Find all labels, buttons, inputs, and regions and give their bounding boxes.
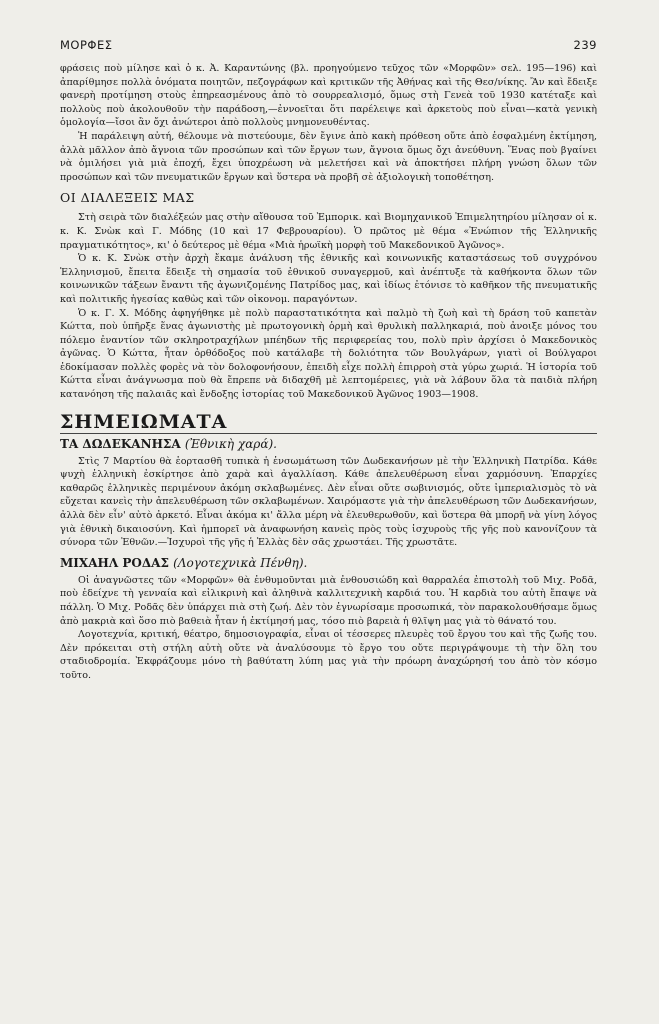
- rodas-paragraph: Λογοτεχνία, κριτική, θέατρο, δημοσιογραφία, εἶναι οἱ τέσσερες πλευρὲς τοῦ ἔργου του καὶ τῆς ζωῆς του. Δὲν πρόκειται στὴ στήλη αὐτὴ οὔτε νὰ ἀναλύσουμε τὸ ἔργο του οὔτε περιγράψουμε τὴ τὴν ὅλη του σταδιοδρομία. Ἐκφράζουμε μόνο τὴ βαθύτατη λύπη μας γιὰ τὴν πρόωρη ἀναχώρησή του ἀπὸ τὸν κόσμο τοῦτο.: [60, 629, 597, 681]
- rodas-paragraph: Οἱ ἀναγνῶστες τῶν «Μορφῶν» θὰ ἐνθυμοῦνται μιὰ ἐνθουσιώδη καὶ θαρραλέα ἐπιστολὴ τοῦ Μιχ. Ροδᾶ, ποὺ ἐδείχνε τὴ γενναία καὶ εἰλικρινὴ καὶ ἀληθινὰ καλλιτεχνικὴ καρδιά του. Ἡ καρδιὰ του αὐτὴ ἔπαψε νὰ πάλλη. Ὁ Μιχ. Ροδᾶς δὲν ὑπάρχει πιὰ στὴ ζωή. Δὲν τὸν ἐγνωρίσαμε προσωπικά, τὸν παρακολουθήσαμε ὅμως ἀπὸ μακριὰ καὶ ὅσο πιὸ βαθειὰ ἦταν ἡ ἐκτίμησή μας, τόσο πιὸ βαρειὰ ἡ θλῖψη μας γιὰ τὸ θάνατό του.: [60, 574, 597, 627]
- notes-heading: ΣΗΜΕΙΩΜΑΤΑ: [60, 410, 228, 433]
- dodecanese-title: ΤΑ ΔΩΔΕΚΑΝΗΣΑ: [60, 436, 181, 451]
- lectures-paragraph: Ὁ κ. Κ. Σνὼκ στὴν ἀρχὴ ἔκαμε ἀνάλυση τῆς ἐθνικῆς καὶ κοινωνικῆς καταστάσεως τοῦ συγχρόνου Ἑλληνισμοῦ, ἔπειτα ἔδειξε τὴ σημασία τοῦ ἐθνικοῦ συναγερμοῦ, καὶ ἀνέπτυξε τὰ καθήκοντα ὅλων τῶν κοινωνικῶν τάξεων ἔναντι τῆς ἀγωνιζομένης Πατρίδος μας, καὶ ἰδίως ἐτόνισε τὸ καθῆκον τῆς πνευματικῆς καὶ πολιτικῆς ἡγεσίας καθὼς καὶ τῶν οἰκονομ. παραγόντων.: [60, 253, 597, 305]
- dodecanese-paragraph: Στὶς 7 Μαρτίου θὰ ἑορτασθῆ τυπικὰ ἡ ἐνσωμάτωση τῶν Δωδεκανήσων μὲ τὴν Ἑλληνικὴ Πατρίδα. Κάθε ψυχὴ ἑλληνικὴ ἐσκίρτησε ἀπὸ χαρὰ καὶ ἀγαλλίαση. Κάθε ἀπελευθέρωση εἶναι χαρμόσυνη. Ἐπαρχίες καθαρῶς ἑλληνικὲς περιμένουν ἀκόμη σκλαβωμένες. Δὲν εἶναι οὔτε σωβινισμός, οὔτε ἰμπεριαλισμὸς τὸ νὰ εὔχεται κανεὶς τὴν ἀπελευθέρωση τῶν σκλαβωμένων. Χαιρόμαστε γιὰ τὴν ἀπελευθέρωση τῶν Δωδεκανήσων, ἀλλὰ δὲν εἶν' αὐτὸ ἀρκετό. Εἶναι ἀκόμα κι' ἄλλα μέρη νὰ ἐλευθερωθοῦν, καὶ ὕστερα θὰ μπορῆ νὰ γίνη λόγος γιὰ ἐθνικὴ δικαιοσύνη. Καὶ ἠμπορεῖ νὰ ἀναφωνήση κανεὶς πρὸς τοὺς ἰσχυροὺς τῆς γῆς ποὺ κανονίζουν τὰ σύνορα τῶν Ἐθνῶν.—Ἰσχυροὶ τῆς γῆς ἡ Ἑλλὰς δὲν σᾶς χρωστάει. Τῆς χρωστᾶτε.: [60, 455, 597, 549]
- journal-title: ΜΟΡΦΕΣ: [60, 38, 113, 52]
- lectures-paragraph: Στὴ σειρὰ τῶν διαλέξεών μας στὴν αἴθουσα τοῦ Ἐμπορικ. καὶ Βιομηχανικοῦ Ἐπιμελητηρίου μίλησαν οἱ κ. κ. Κ. Σνὼκ καὶ Γ. Μόδης (10 καὶ 17 Φεβρουαρίου). Ὁ πρῶτος μὲ θέμα «Ἐνώπιον τῆς Ἑλληνικῆς πραγματικότητος», κι' ὁ δεύτερος μὲ θέμα «Μιὰ ἡρωϊκὴ μορφὴ τοῦ Μακεδονικοῦ Ἀγῶνος».: [60, 212, 597, 251]
- lectures-heading: ΟΙ ΔΙΑΛΕΞΕΙΣ ΜΑΣ: [60, 190, 195, 206]
- intro-paragraph: Ἡ παράλειψη αὐτή, θέλουμε νὰ πιστεύουμε, δὲν ἔγινε ἀπὸ κακὴ πρόθεση οὔτε ἀπὸ ἐσφαλμένη ἐκτίμηση, ἀλλὰ μᾶλλον ἀπὸ ἄγνοια τῶν προσώπων καὶ τῶν ἔργων των, ἄγνοια ὅμως ὄχι ἀνεύθυνη. Ἕνας ποὺ βγαίνει νὰ ὁμιλήσει γιὰ μιὰ ἐποχή, ἔχει ὑποχρέωση νὰ μελετήσει καὶ νὰ ἀποκτήσει πλήρη γνώση ὅλων τῶν προσώπων καὶ τῶν πνευματικῶν ἔργων καὶ ὕστερα νὰ προβῆ σὲ ἀξιολογικὴ τοποθέτηση.: [60, 130, 597, 183]
- page-number: 239: [573, 38, 597, 52]
- lectures-paragraph: Ὁ κ. Γ. Χ. Μόδης ἀφηγήθηκε μὲ πολὺ παραστατικότητα καὶ παλμὸ τὴ ζωὴ καὶ τὴ δράση τοῦ καπετὰν Κώττα, ποὺ ὑπῆρξε ἕνας ἀγωνιστὴς μὲ πρωτογονικὴ ὁρμὴ καὶ θρυλικὴ παλληκαριά, ποὺ ἀνοιξε μόνος του πόλεμο ἐναντίον τῶν σκληροτραχήλων μπέηδων τῆς περιφερείας του, πολὺ πρὶν ἀρχίσει ὁ Μακεδονικὸς ἀγῶνας. Ὁ Κώττα, ἦταν ὀρθόδοξος ποὺ κατάλαβε τὴ δολιότητα τῶν Βουλγάρων, γιατὶ οἱ Βούλγαροι ἐδοκίμασαν πολλὲς φορὲς νὰ τὸν δολοφονήσουν, ἐπειδὴ εἶχε πολλὴ ἐπιρροὴ στὰ γύρω χωριά. Ἡ ἱστορία τοῦ Κώττα εἶναι ἀνάγνωσμα ποὺ θὰ ἔπρεπε νὰ διδαχθῆ μὲ λεπτομέρειες, γιὰ νὰ λάβουν ὅλα τὰ παιδιὰ πλήρη κατανόηση τῆς παλαιᾶς καὶ ἔνδοξης ἱστορίας τοῦ Μακεδονικοῦ Ἀγῶνος 1903—1908.: [60, 307, 597, 401]
- dodecanese-title-note: (Ἐθνικὴ χαρά).: [184, 436, 277, 451]
- rodas-title: ΜΙΧΑΗΛ ΡΟΔΑΣ: [60, 555, 169, 570]
- rodas-heading: [60, 556, 597, 570]
- intro-paragraph: φράσεις ποὺ μίλησε καὶ ὁ κ. Ἀ. Καραντώνης (βλ. προηγούμενο τεῦχος τῶν «Μορφῶν» σελ. 195—196) καὶ ἀπαρίθμησε πολλὰ ὀνόματα ποιητῶν, πεζογράφων καὶ κριτικῶν τῆς Ἀθήνας καὶ τῆς Θεσ/νίκης. Ἂν καὶ ἔδειξε φανερὴ προτίμηση στοὺς ἐπηρεασμένους ἀπὸ τὸ σουρρεαλισμό, ὅμως στὴ Γενεὰ τοῦ 1930 κατέταξε καὶ πολλοὺς ποὺ ἀκολουθοῦν τὴν παράδοση,—ἐννοεῖται ὅτι παρέλειψε καὶ ἀρκετοὺς ποὺ εἶναι—κατὰ γενικὴ ὁμολογία—ἴσοι ἂν ὄχι ἀνώτεροι ἀπὸ πολλοὺς μνημονευθέντας.: [60, 63, 597, 129]
- running-header: [60, 38, 597, 52]
- rodas-title-note: (Λογοτεχνικὰ Πένθη).: [173, 555, 308, 570]
- dodecanese-heading: [60, 437, 597, 451]
- heading-rule: [60, 433, 597, 434]
